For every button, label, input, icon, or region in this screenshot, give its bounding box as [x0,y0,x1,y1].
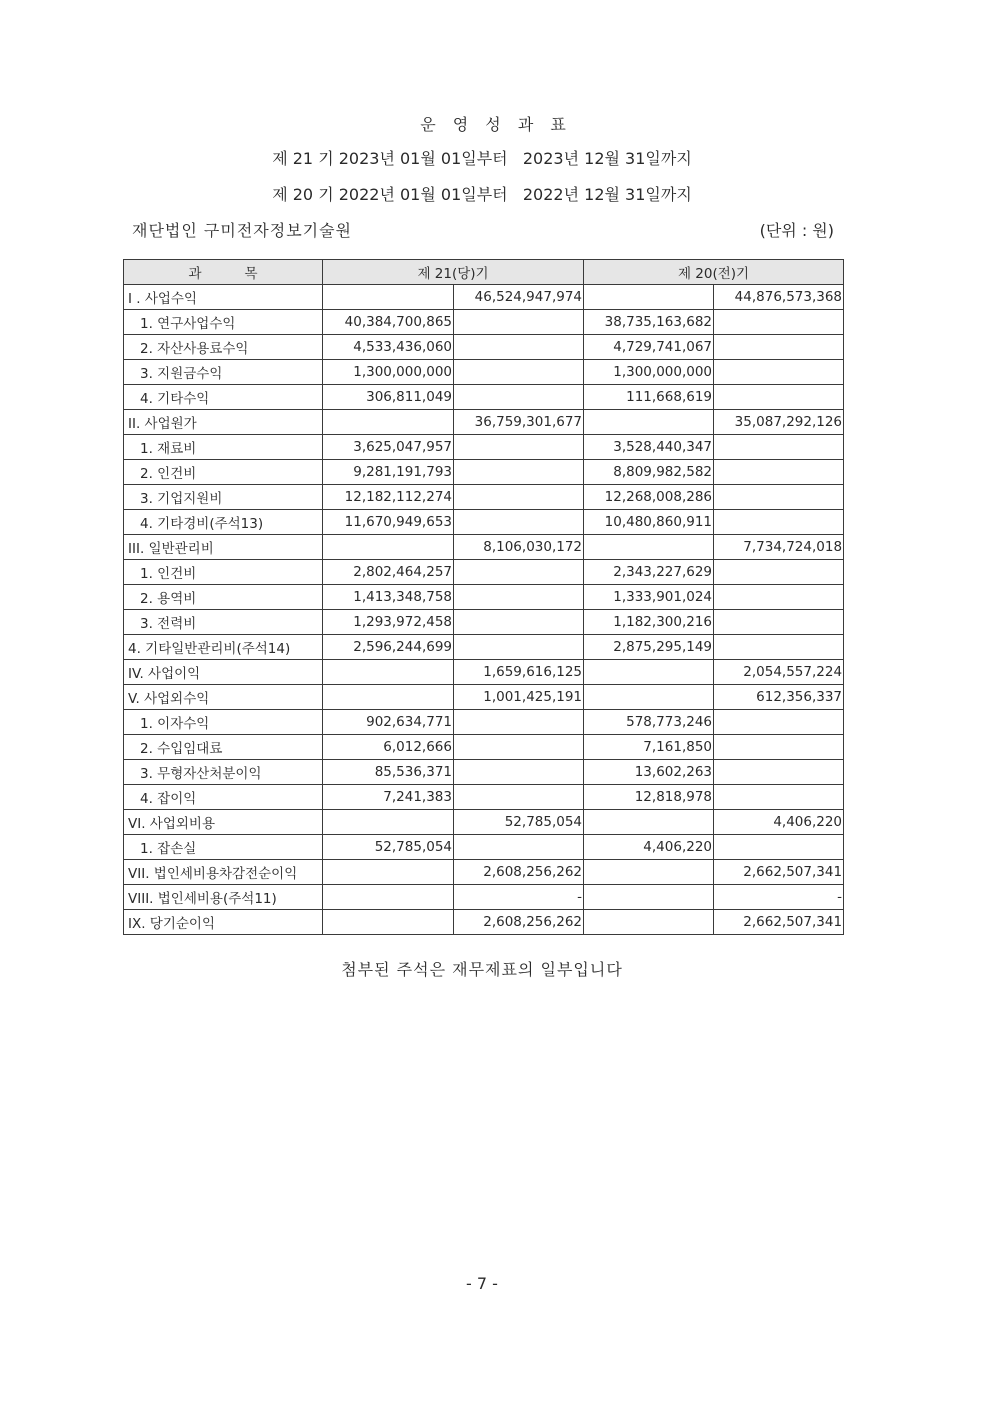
current-detail-amount [323,410,454,435]
current-detail-amount: 2,802,464,257 [323,560,454,585]
current-detail-amount [323,860,454,885]
current-total-amount: 2,608,256,262 [454,910,584,935]
table-row [124,510,844,535]
current-detail-amount: 902,634,771 [323,710,454,735]
current-total-amount [454,735,584,760]
previous-detail-amount [584,860,714,885]
table-row [124,785,844,810]
table-row [124,860,844,885]
current-detail-amount [323,685,454,710]
row-label: III. 일반관리비 [124,535,323,560]
previous-total-amount [714,835,844,860]
organization-name: 재단법인 구미전자정보기술원 [132,221,353,240]
previous-detail-amount: 1,182,300,216 [584,610,714,635]
current-total-amount: 1,001,425,191 [454,685,584,710]
table-row [124,460,844,485]
current-total-amount: 1,659,616,125 [454,660,584,685]
previous-detail-amount: 7,161,850 [584,735,714,760]
table-row [124,610,844,635]
current-detail-amount [323,910,454,935]
current-total-amount [454,385,584,410]
previous-total-amount [714,460,844,485]
previous-period-line [0,182,964,205]
current-total-amount [454,610,584,635]
current-detail-amount: 12,182,112,274 [323,485,454,510]
row-label: 4. 기타수익 [124,385,323,410]
previous-detail-amount: 13,602,263 [584,760,714,785]
row-label: 2. 자산사용료수익 [124,335,323,360]
previous-detail-amount [584,810,714,835]
previous-total-amount [714,510,844,535]
current-total-amount: - [454,885,584,910]
table-row [124,810,844,835]
current-detail-amount [323,885,454,910]
current-total-amount [454,335,584,360]
previous-total-amount [714,735,844,760]
table-row [124,660,844,685]
table-row [124,535,844,560]
previous-detail-amount: 2,875,295,149 [584,635,714,660]
table-row [124,360,844,385]
current-detail-amount [323,285,454,310]
previous-total-amount [714,335,844,360]
current-total-amount: 52,785,054 [454,810,584,835]
current-total-amount [454,485,584,510]
row-label: 4. 기타일반관리비(주석14) [124,635,323,660]
page-number: - 7 - [466,1274,498,1293]
row-label: 4. 잡이익 [124,785,323,810]
table-row [124,735,844,760]
current-total-amount [454,310,584,335]
row-label: 3. 전력비 [124,610,323,635]
current-detail-amount: 1,413,348,758 [323,585,454,610]
current-detail-amount: 6,012,666 [323,735,454,760]
row-label: 2. 인건비 [124,460,323,485]
previous-detail-amount: 4,406,220 [584,835,714,860]
previous-detail-amount: 10,480,860,911 [584,510,714,535]
row-label: VII. 법인세비용차감전순이익 [124,860,323,885]
row-label: 3. 지원금수익 [124,360,323,385]
previous-total-amount [714,610,844,635]
previous-total-amount: 612,356,337 [714,685,844,710]
previous-total-amount [714,485,844,510]
previous-total-amount: 44,876,573,368 [714,285,844,310]
previous-detail-amount: 4,729,741,067 [584,335,714,360]
current-detail-amount [323,810,454,835]
current-total-amount [454,710,584,735]
previous-total-amount [714,635,844,660]
previous-detail-amount: 3,528,440,347 [584,435,714,460]
current-total-amount [454,360,584,385]
table-row [124,835,844,860]
previous-detail-amount: 111,668,619 [584,385,714,410]
previous-total-amount [714,560,844,585]
income-statement-table [123,259,844,935]
current-total-amount [454,785,584,810]
previous-total-amount [714,760,844,785]
header-previous-period: 제 20(전)기 [584,260,844,285]
previous-detail-amount [584,910,714,935]
current-detail-amount: 3,625,047,957 [323,435,454,460]
current-detail-amount: 40,384,700,865 [323,310,454,335]
previous-detail-amount [584,685,714,710]
previous-detail-amount: 1,333,901,024 [584,585,714,610]
previous-detail-amount: 12,818,978 [584,785,714,810]
row-label: 2. 수입임대료 [124,735,323,760]
table-row [124,635,844,660]
current-detail-amount: 306,811,049 [323,385,454,410]
row-label: VI. 사업외비용 [124,810,323,835]
table-row [124,410,844,435]
previous-detail-amount: 38,735,163,682 [584,310,714,335]
previous-total-amount: 2,662,507,341 [714,860,844,885]
current-detail-amount: 52,785,054 [323,835,454,860]
table-row [124,335,844,360]
row-label: 1. 인건비 [124,560,323,585]
current-detail-amount: 85,536,371 [323,760,454,785]
current-total-amount [454,460,584,485]
header-subject: 과 목 [124,260,323,285]
row-label: VIII. 법인세비용(주석11) [124,885,323,910]
row-label: IV. 사업이익 [124,660,323,685]
previous-total-amount: 35,087,292,126 [714,410,844,435]
row-label: 4. 기타경비(주석13) [124,510,323,535]
table-row [124,560,844,585]
current-total-amount [454,835,584,860]
current-period-text: 제 21 기 2023년 01월 01일부터 2023년 12월 31일까지 [272,149,692,168]
previous-detail-amount: 578,773,246 [584,710,714,735]
row-label: 1. 잡손실 [124,835,323,860]
previous-total-amount [714,435,844,460]
table-row [124,585,844,610]
current-total-amount [454,560,584,585]
current-detail-amount: 1,293,972,458 [323,610,454,635]
current-total-amount: 46,524,947,974 [454,285,584,310]
previous-period-text: 제 20 기 2022년 01월 01일부터 2022년 12월 31일까지 [272,185,692,204]
row-label: II. 사업원가 [124,410,323,435]
current-period-line [0,146,964,169]
row-label: 3. 기업지원비 [124,485,323,510]
table-row [124,485,844,510]
row-label: 3. 무형자산처분이익 [124,760,323,785]
previous-detail-amount: 1,300,000,000 [584,360,714,385]
statement-title: 운 영 성 과 표 [420,115,572,134]
table-row [124,910,844,935]
current-total-amount [454,760,584,785]
previous-total-amount [714,360,844,385]
current-total-amount: 2,608,256,262 [454,860,584,885]
previous-detail-amount: 8,809,982,582 [584,460,714,485]
previous-detail-amount [584,535,714,560]
row-label: 1. 재료비 [124,435,323,460]
current-detail-amount: 9,281,191,793 [323,460,454,485]
unit-label: (단위 : 원) [759,221,834,240]
row-label: 2. 용역비 [124,585,323,610]
previous-detail-amount [584,885,714,910]
previous-total-amount: 2,662,507,341 [714,910,844,935]
previous-detail-amount [584,660,714,685]
table-row [124,310,844,335]
current-total-amount: 36,759,301,677 [454,410,584,435]
previous-total-amount: 2,054,557,224 [714,660,844,685]
previous-total-amount: 4,406,220 [714,810,844,835]
current-detail-amount [323,660,454,685]
row-label: 1. 연구사업수익 [124,310,323,335]
table-row [124,685,844,710]
previous-total-amount [714,585,844,610]
previous-total-amount [714,785,844,810]
current-detail-amount: 11,670,949,653 [323,510,454,535]
row-label: 1. 이자수익 [124,710,323,735]
current-detail-amount: 4,533,436,060 [323,335,454,360]
previous-detail-amount [584,410,714,435]
current-detail-amount [323,535,454,560]
current-detail-amount: 1,300,000,000 [323,360,454,385]
table-row [124,385,844,410]
table-row [124,285,844,310]
row-label: IX. 당기순이익 [124,910,323,935]
current-total-amount [454,510,584,535]
row-label: I . 사업수익 [124,285,323,310]
current-total-amount: 8,106,030,172 [454,535,584,560]
current-detail-amount: 2,596,244,699 [323,635,454,660]
current-total-amount [454,585,584,610]
footnote: 첨부된 주석은 재무제표의 일부입니다 [341,960,623,979]
current-total-amount [454,635,584,660]
table-row [124,885,844,910]
table-row [124,435,844,460]
row-label: V. 사업외수익 [124,685,323,710]
previous-total-amount: 7,734,724,018 [714,535,844,560]
table-body [124,285,844,935]
previous-detail-amount: 2,343,227,629 [584,560,714,585]
previous-total-amount [714,310,844,335]
previous-total-amount [714,385,844,410]
previous-total-amount [714,710,844,735]
table-row [124,710,844,735]
previous-detail-amount: 12,268,008,286 [584,485,714,510]
header-current-period: 제 21(당)기 [323,260,584,285]
table-header-row [124,260,844,285]
previous-total-amount: - [714,885,844,910]
current-detail-amount: 7,241,383 [323,785,454,810]
table-row [124,760,844,785]
previous-detail-amount [584,285,714,310]
current-total-amount [454,435,584,460]
